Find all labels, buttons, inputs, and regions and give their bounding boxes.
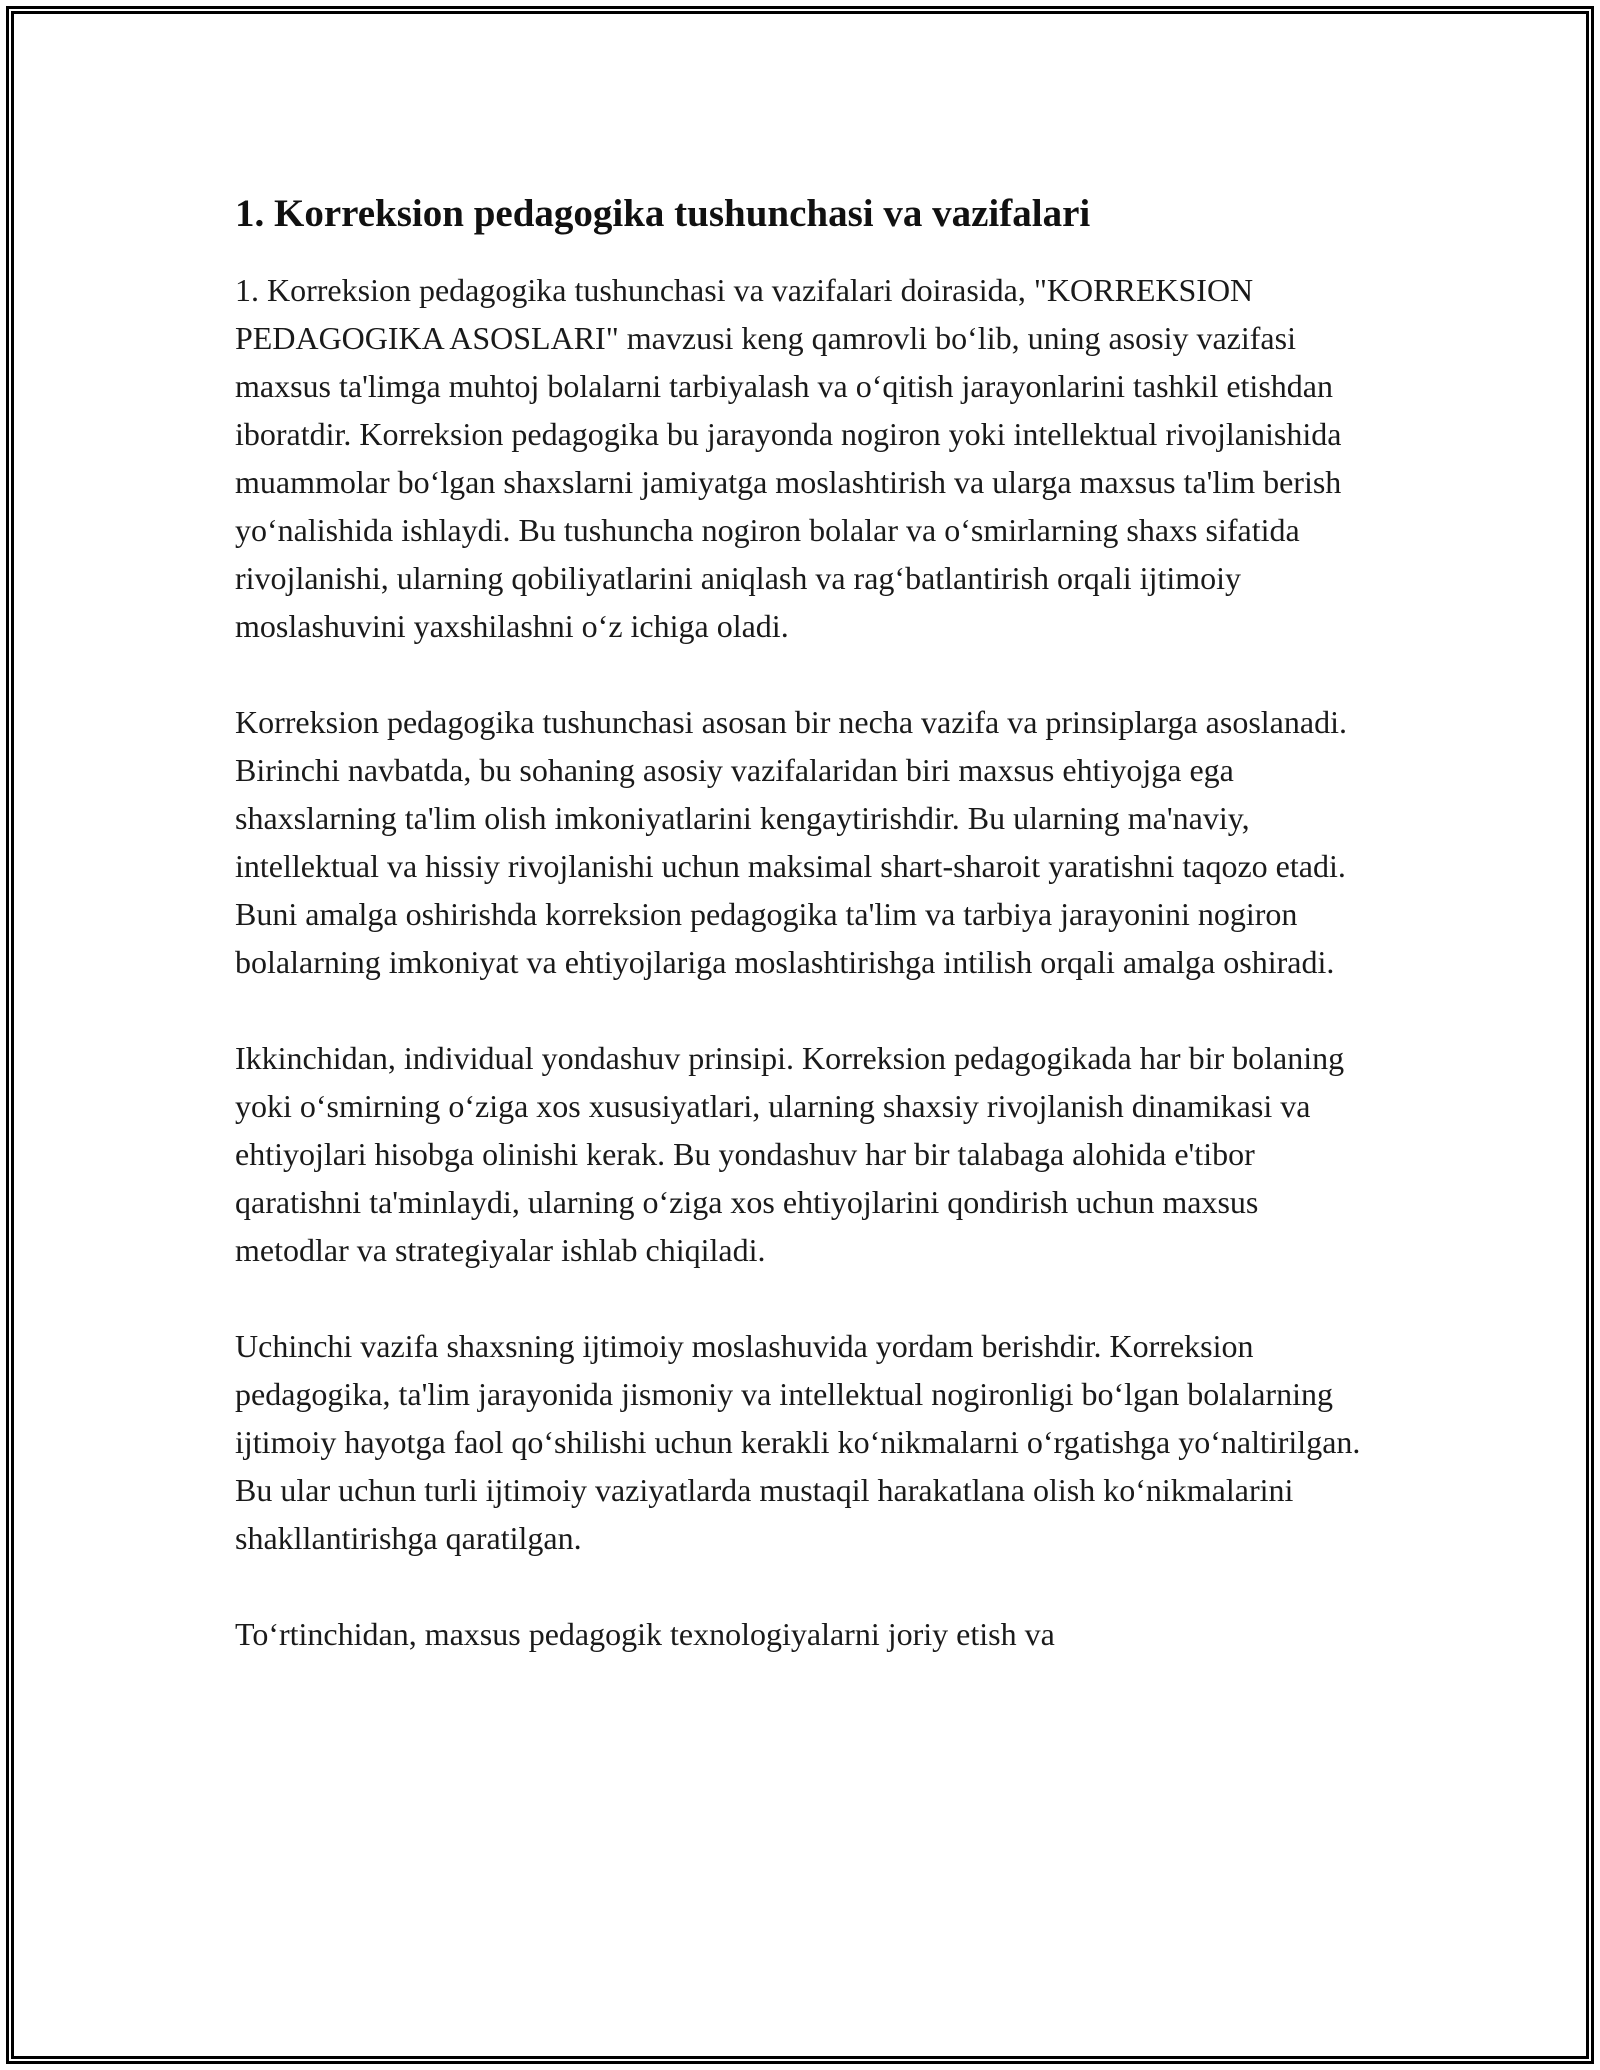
document-body (235, 190, 1365, 1706)
document-title: 1. Korreksion pedagogika tushunchasi va vazifalari (235, 192, 1091, 235)
paragraph-4: Uchinchi vazifa shaxsning ijtimoiy moslashuvida yordam berishdir. Korreksion pedagogika, ta'lim jarayonida jismoniy va intellektual nogironligi boʻlgan bolalarning ijtimoiy hayotga faol qoʻshilishi uchun kerakli koʻnikmalarni oʻrgatishga yoʻnaltirilgan. Bu ular uchun turli ijtimoiy vaziyatlarda mustaqil harakatlana olish koʻnikmalarini shakllantirishga qaratilgan. (235, 1328, 1361, 1556)
paragraph-5: Toʻrtinchidan, maxsus pedagogik texnologiyalarni joriy etish va (235, 1616, 1055, 1652)
paragraph-3: Ikkinchidan, individual yondashuv prinsipi. Korreksion pedagogikada har bir bolaning yoki oʻsmirning oʻziga xos xususiyatlari, ularning shaxsiy rivojlanish dinamikasi va ehtiyojlari hisobga olinishi kerak. Bu yondashuv har bir talabaga alohida e'tibor qaratishni ta'minlaydi, ularning oʻziga xos ehtiyojlarini qondirish uchun maxsus metodlar va strategiyalar ishlab chiqiladi. (235, 1040, 1345, 1268)
paragraph-1: 1. Korreksion pedagogika tushunchasi va vazifalari doirasida, "KORREKSION PEDAGOGIKA ASOSLARI" mavzusi keng qamrovli boʻlib, uning asosiy vazifasi maxsus ta'limga muhtoj bolalarni tarbiyalash va oʻqitish jarayonlarini tashkil etishdan iboratdir. Korreksion pedagogika bu jarayonda nogiron yoki intellektual rivojlanishida muammolar boʻlgan shaxslarni jamiyatga moslashtirish va ularga maxsus ta'lim berish yoʻnalishida ishlaydi. Bu tushuncha nogiron bolalar va oʻsmirlarning shaxs sifatida rivojlanishi, ularning qobiliyatlarini aniqlash va ragʻbatlantirish orqali ijtimoiy moslashuvini yaxshilashni oʻz ichiga oladi. (235, 272, 1342, 644)
paragraph-2: Korreksion pedagogika tushunchasi asosan bir necha vazifa va prinsiplarga asoslanadi. Birinchi navbatda, bu sohaning asosiy vazifalaridan biri maxsus ehtiyojga ega shaxslarning ta'lim olish imkoniyatlarini kengaytirishdir. Bu ularning ma'naviy, intellektual va hissiy rivojlanishi uchun maksimal shart-sharoit yaratishni taqozo etadi. Buni amalga oshirishda korreksion pedagogika ta'lim va tarbiya jarayonini nogiron bolalarning imkoniyat va ehtiyojlariga moslashtirishga intilish orqali amalga oshiradi. (235, 704, 1347, 980)
